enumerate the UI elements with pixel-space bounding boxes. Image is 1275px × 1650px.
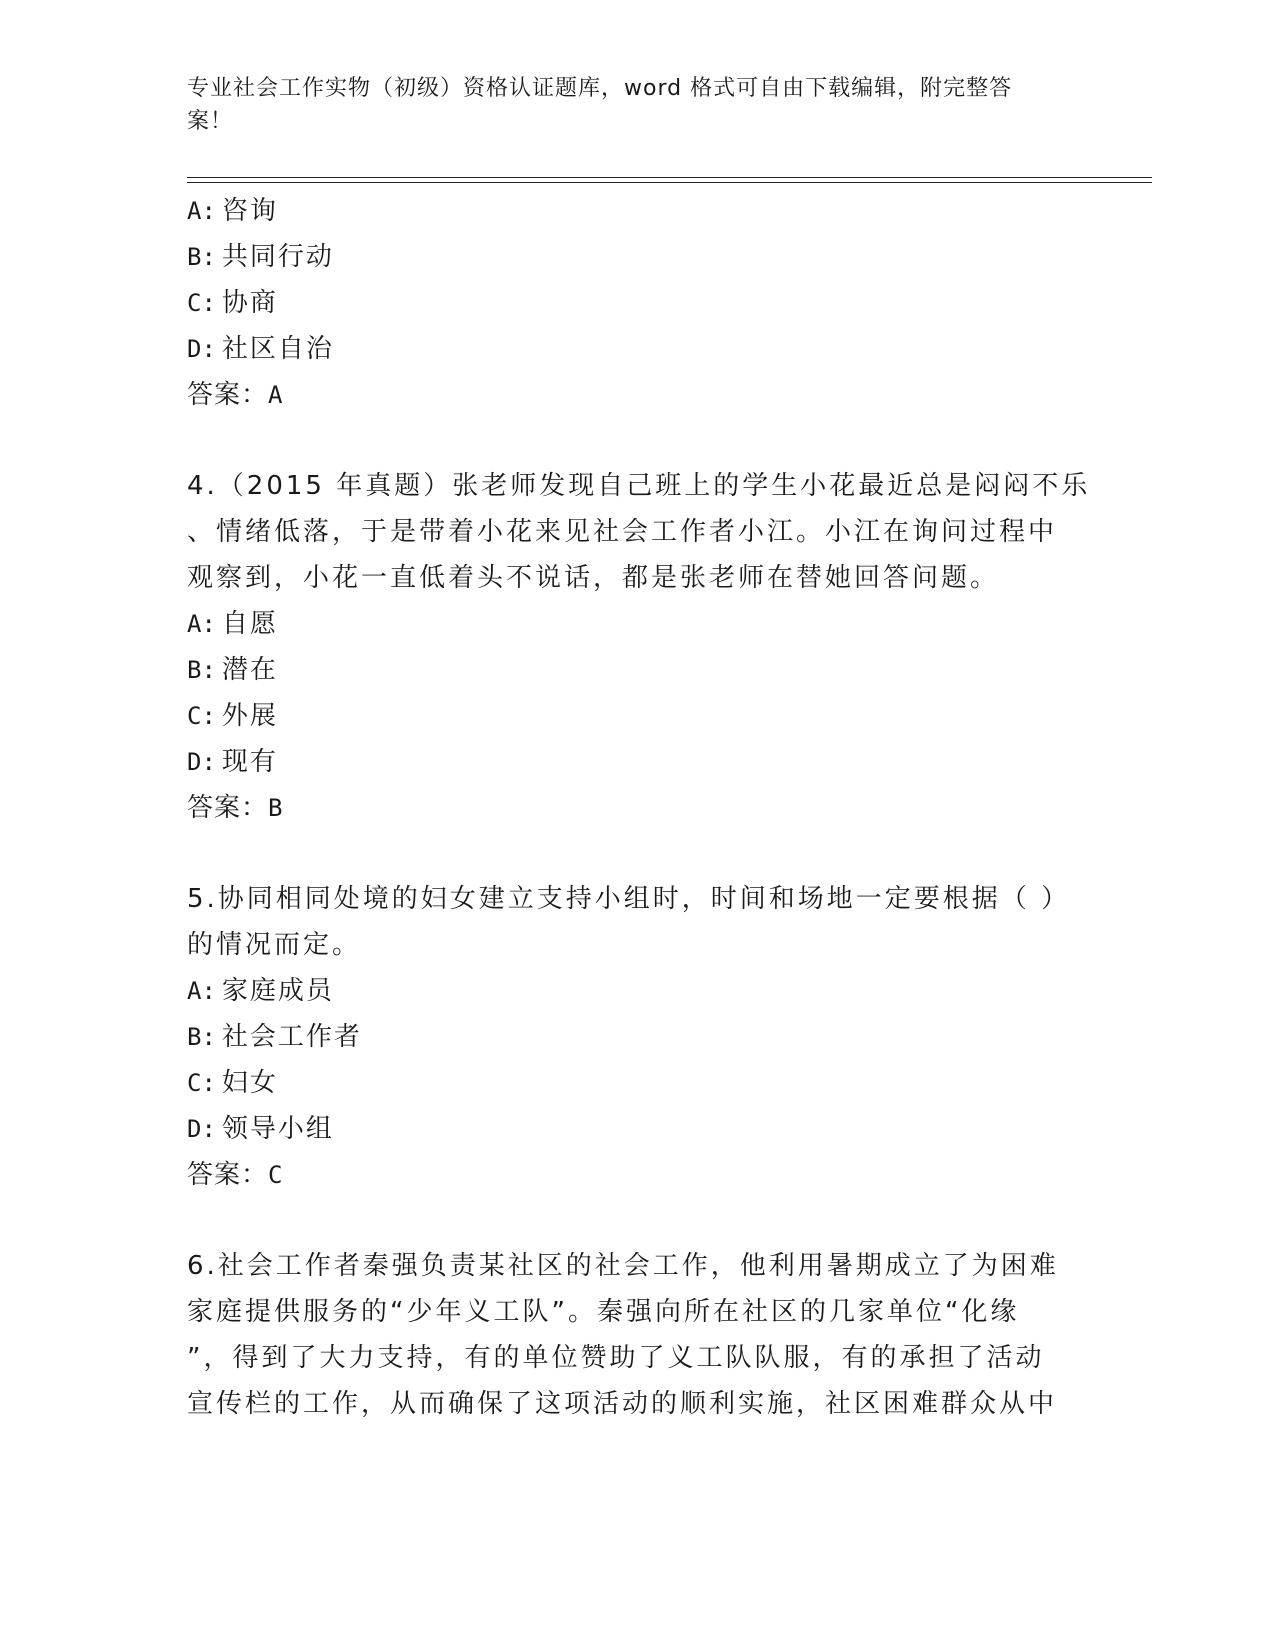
question-text-line: 、情绪低落，于是带着小花来见社会工作者小江。小江在询问过程中 <box>187 517 1058 547</box>
header-rule-top <box>187 177 1152 178</box>
question-text-line: 6.社会工作者秦强负责某社区的社会工作，他利用暑期成立了为困难 <box>187 1251 1059 1281</box>
document-header <box>187 72 1067 138</box>
header-line-2: 案！ <box>187 109 234 134</box>
option-b: B: 潜在 <box>187 655 278 685</box>
question-text-line: 4.（2015 年真题）张老师发现自己班上的学生小花最近总是闷闷不乐 <box>187 471 1091 501</box>
option-d: D: 领导小组 <box>187 1114 334 1144</box>
question-5 <box>187 876 1071 1198</box>
option-c: C: 协商 <box>187 288 278 318</box>
question-text-line: ”，得到了大力支持，有的单位赞助了义工队队服，有的承担了活动 <box>187 1343 1045 1373</box>
question-3 <box>187 188 1067 418</box>
option-b: B: 社会工作者 <box>187 1022 362 1052</box>
question-6 <box>187 1243 1067 1427</box>
question-text-line: 观察到，小花一直低着头不说话，都是张老师在替她回答问题。 <box>187 563 1000 593</box>
option-c: C: 外展 <box>187 701 278 731</box>
header-line-1: 专业社会工作实物（初级）资格认证题库，word 格式可自由下载编辑，附完整答 <box>187 76 1013 101</box>
question-content <box>187 188 1091 1427</box>
option-a: A: 自愿 <box>187 609 278 639</box>
question-text-line: 家庭提供服务的“少年义工队”。秦强向所在社区的几家单位“化缘 <box>187 1297 1020 1327</box>
answer: 答案：B <box>187 793 284 823</box>
question-4 <box>187 463 1091 831</box>
option-d: D: 社区自治 <box>187 334 334 364</box>
question-text-line: 5.协同相同处境的妇女建立支持小组时，时间和场地一定要根据（ ） <box>187 884 1071 914</box>
option-a: A: 咨询 <box>187 196 278 226</box>
option-d: D: 现有 <box>187 747 278 777</box>
header-rule-bottom <box>187 182 1152 183</box>
option-a: A: 家庭成员 <box>187 976 334 1006</box>
option-c: C: 妇女 <box>187 1068 278 1098</box>
answer: 答案：A <box>187 380 284 410</box>
question-text-line: 宣传栏的工作，从而确保了这项活动的顺利实施，社区困难群众从中 <box>187 1389 1058 1419</box>
question-text-line: 的情况而定。 <box>187 930 362 960</box>
option-b: B: 共同行动 <box>187 242 334 272</box>
answer: 答案：C <box>187 1160 284 1190</box>
